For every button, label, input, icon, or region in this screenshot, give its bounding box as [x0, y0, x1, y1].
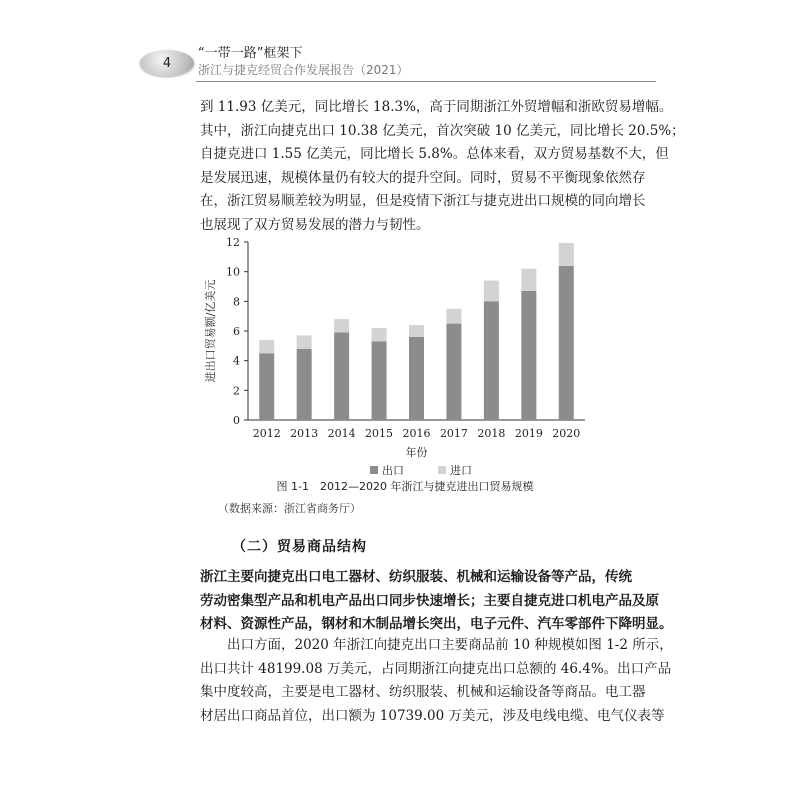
legend-label-export: 出口 — [382, 464, 404, 477]
header-divider — [196, 81, 656, 82]
text-line: 材料、资源性产品，钢材和木制品增长突出，电子元件、汽车零部件下降明显。 — [200, 616, 673, 632]
figure-caption: 图 1-1 2012—2020 年浙江与捷克进出口贸易规模 — [276, 480, 534, 493]
text-line: 出口方面，2020 年浙江向捷克出口主要商品前 10 种规模如图 1-2 所示， — [200, 637, 673, 653]
x-tick-label: 2016 — [402, 427, 431, 440]
bar-export — [297, 349, 312, 420]
bar-export — [259, 353, 274, 420]
y-axis-label: 进出口贸易额/亿美元 — [204, 279, 217, 383]
trade-chart — [200, 228, 610, 488]
bar-import — [372, 328, 387, 341]
body-paragraph-1 — [200, 96, 685, 237]
text-line: 也展现了双方贸易发展的潜力与韧性。 — [200, 216, 430, 233]
text-line: 其中，浙江向捷克出口 10.38 亿美元，首次突破 10 亿美元，同比增长 20.5%； — [200, 122, 685, 139]
bar-import — [559, 243, 574, 266]
page-number-badge — [140, 50, 194, 76]
bar-export — [446, 324, 461, 420]
y-tick-label: 2 — [233, 384, 240, 398]
x-tick-label: 2013 — [290, 427, 319, 440]
x-tick-label: 2017 — [439, 427, 468, 440]
body-paragraph-3 — [200, 634, 673, 728]
legend-swatch-import — [438, 466, 446, 474]
legend-swatch-export — [370, 466, 378, 474]
body-paragraph-2 — [200, 566, 673, 637]
y-tick-label: 0 — [233, 414, 240, 427]
header-title: “一带一路”框架下 — [198, 46, 303, 61]
x-tick-label: 2020 — [552, 427, 581, 440]
bar-export — [559, 266, 574, 420]
y-tick-label: 8 — [233, 295, 240, 309]
x-tick-label: 2019 — [514, 427, 543, 440]
text-line: 是发展迅速，规模体量仍有较大的提升空间。同时，贸易不平衡现象依然存 — [200, 169, 646, 186]
bar-import — [446, 309, 461, 324]
bar-import — [297, 335, 312, 348]
running-header — [198, 46, 409, 78]
bar-export — [409, 337, 424, 420]
bar-import — [259, 340, 274, 353]
trade-chart-svg — [200, 228, 610, 488]
data-source-note: （数据来源：浙江省商务厅） — [218, 502, 361, 515]
text-line: 集中度较高，主要是电工器材、纺织服装、机械和运输设备等商品。电工器 — [200, 684, 646, 700]
text-line: 到 11.93 亿美元，同比增长 18.3%，高于同期浙江外贸增幅和浙欧贸易增幅。 — [200, 99, 673, 115]
bar-export — [334, 332, 349, 420]
page-number: 4 — [162, 55, 172, 71]
text-line: 劳动密集型产品和机电产品出口同步快速增长；主要自捷克进口机电产品及原 — [200, 592, 659, 609]
section-heading: （二）贸易商品结构 — [232, 539, 367, 555]
bar-import — [409, 325, 424, 337]
text-line: 材居出口商品首位，出口额为 10739.00 万美元，涉及电线电缆、电气仪表等 — [200, 707, 665, 724]
legend-label-import: 进口 — [450, 464, 472, 477]
x-tick-label: 2014 — [327, 427, 356, 440]
y-tick-label: 10 — [226, 265, 240, 279]
text-line: 自捷克进口 1.55 亿美元，同比增长 5.8%。总体来看，双方贸易基数不大，但 — [200, 146, 669, 162]
bar-import — [521, 269, 536, 291]
y-tick-label: 4 — [233, 354, 240, 368]
bar-import — [484, 281, 499, 302]
text-line: 出口共计 48199.08 万美元，占同期浙江向捷克出口总额的 46.4%。出口产品 — [200, 660, 672, 677]
y-tick-label: 12 — [226, 236, 240, 249]
bar-export — [484, 301, 499, 420]
x-tick-label: 2018 — [477, 427, 506, 440]
x-tick-label: 2015 — [365, 427, 394, 440]
bar-import — [334, 319, 349, 332]
header-subtitle: 浙江与捷克经贸合作发展报告（2021） — [198, 63, 409, 77]
text-line: 浙江主要向捷克出口电工器材、纺织服装、机械和运输设备等产品，传统 — [200, 569, 632, 585]
x-axis-label: 年份 — [405, 446, 428, 459]
bar-export — [521, 291, 536, 420]
text-line: 在，浙江贸易顺差较为明显，但是疫情下浙江与捷克进出口规模的同向增长 — [200, 193, 646, 209]
x-tick-label: 2012 — [252, 427, 281, 440]
y-tick-label: 6 — [233, 325, 240, 338]
bar-export — [372, 341, 387, 420]
